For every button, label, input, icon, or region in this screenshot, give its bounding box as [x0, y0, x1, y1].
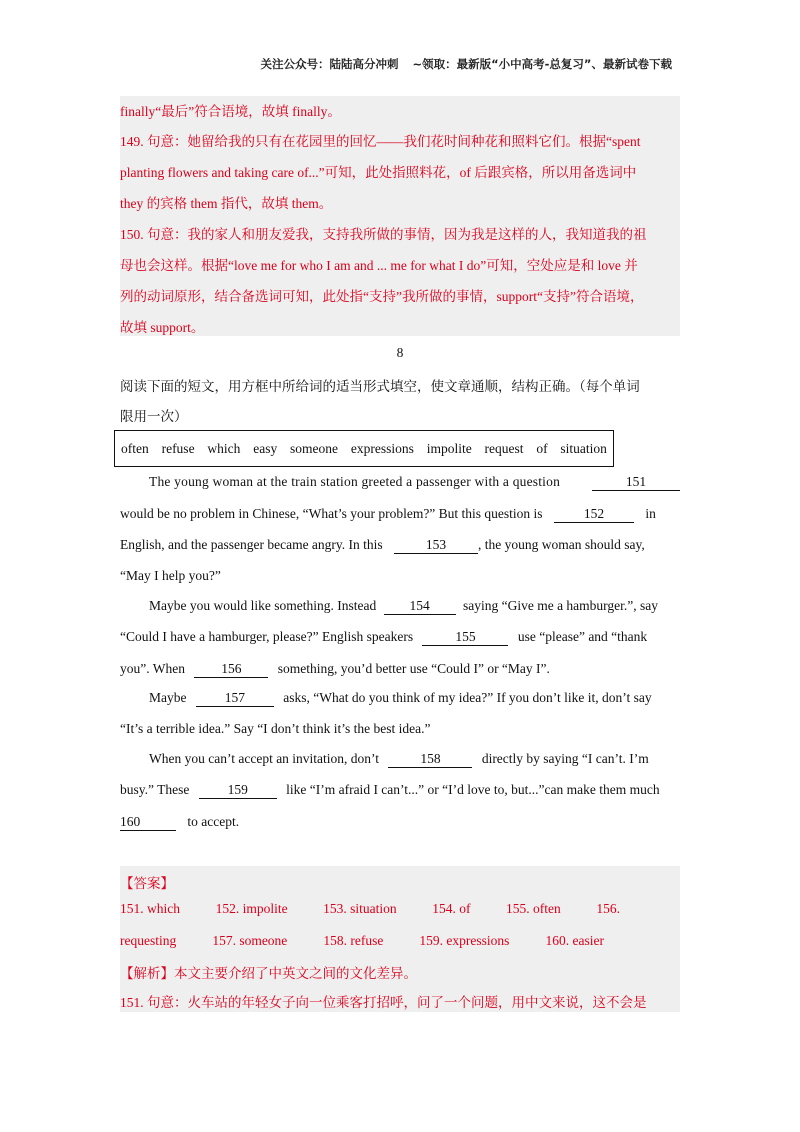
passage-text: in	[645, 506, 656, 521]
word-box-item: expressions	[350, 440, 414, 456]
answer-item: 154. of	[432, 901, 471, 916]
instruction-line: 限用一次）	[120, 409, 188, 424]
blank-156: 156	[194, 661, 268, 678]
answer-item: 151. which	[120, 901, 180, 916]
blank-158: 158	[388, 751, 472, 768]
passage-line	[120, 629, 680, 646]
word-box-item: refuse	[161, 440, 195, 456]
blank-155: 155	[422, 629, 508, 646]
answer-heading: 【答案】	[120, 876, 174, 891]
passage-text: something, you’d better use “Could I” or “May I”.	[277, 661, 550, 676]
answer-item: 159. expressions	[419, 933, 510, 948]
passage-text: would be no problem in Chinese, “What’s your problem?” But this question is	[120, 506, 543, 521]
answer-row	[120, 933, 604, 949]
passage-line: “May I help you?”	[120, 568, 221, 583]
answer-item: 158. refuse	[323, 933, 384, 948]
word-box-item: which	[207, 440, 241, 456]
passage-line	[149, 474, 680, 491]
passage-line	[120, 506, 680, 523]
passage-text: saying “Give me a hamburger.”, say	[462, 598, 659, 613]
word-box-item: easy	[253, 440, 278, 456]
prev-explanation	[120, 96, 680, 336]
prev-line: 故填 support。	[120, 320, 205, 335]
passage-line: “It’s a terrible idea.” Say “I don’t think it’s the best idea.”	[120, 721, 431, 736]
prev-line: 150. 句意：我的家人和朋友爱我，支持我所做的事情，因为我是这样的人，我知道我的祖	[120, 227, 647, 242]
word-box-item: of	[536, 440, 548, 456]
blank-151: 151	[592, 474, 680, 491]
answer-row	[120, 901, 620, 917]
passage-text: Maybe you would like something. Instead	[149, 598, 377, 613]
prev-line: they 的宾格 them 指代，故填 them。	[120, 196, 333, 211]
analysis-line	[120, 962, 417, 982]
answer-item: 152. impolite	[215, 901, 288, 916]
passage-text: directly by saying “I can’t. I’m	[481, 751, 649, 766]
passage-text: you”. When	[120, 661, 185, 676]
analysis-151: 151. 句意：火车站的年轻女子向一位乘客打招呼，问了一个问题，用中文来说，这不会是	[120, 995, 647, 1010]
passage-text: busy.” These	[120, 782, 190, 797]
passage-text: asks, “What do you think of my idea?” If you don’t like it, don’t say	[283, 690, 652, 705]
blank-152: 152	[554, 506, 634, 523]
passage-text: like “I’m afraid I can’t...” or “I’d love to, but...”can make them much	[286, 782, 660, 797]
prev-line: 母也会这样。根据“love me for who I am and ... me for what I do”可知，空处应是和 love 并	[120, 258, 638, 273]
answer-item: requesting	[120, 933, 177, 948]
passage-text: “Could I have a hamburger, please?” English speakers	[120, 629, 414, 644]
answer-item: 157. someone	[212, 933, 288, 948]
analysis-text: 本文主要介绍了中英文之间的文化差异。	[174, 966, 417, 981]
answer-item: 160. easier	[545, 933, 604, 948]
answer-item: 155. often	[506, 901, 561, 916]
blank-159: 159	[199, 782, 277, 799]
word-box-item: situation	[560, 440, 607, 456]
passage-line	[120, 782, 680, 799]
passage-text: Maybe	[149, 690, 187, 705]
passage-line	[149, 751, 680, 768]
passage-text: use “please” and “thank	[517, 629, 648, 644]
header-promo: ~领取：最新版“小中高考-总复习”、最新试卷下载	[412, 57, 672, 71]
passage-text: The young woman at the train station greeted a passenger with a question	[149, 474, 561, 489]
passage-line	[149, 598, 680, 615]
blank-154: 154	[384, 598, 456, 615]
blank-157: 157	[196, 690, 274, 707]
passage-line	[120, 537, 680, 554]
word-box-item: someone	[290, 440, 339, 456]
instruction-line: 阅读下面的短文，用方框中所给词的适当形式填空，使文章通顺，结构正确。（每个单词	[120, 379, 640, 394]
word-box-item: impolite	[426, 440, 472, 456]
prev-line: 列的动词原形，结合备选词可知，此处指“支持”我所做的事情，support“支持”符合语境，	[120, 289, 644, 304]
passage-text: , the young woman should say,	[478, 537, 645, 552]
section-number: 8	[396, 345, 404, 360]
prev-line: planting flowers and taking care of...”可知，此处指照料花，of 后跟宾格，所以用备选词中	[120, 165, 637, 180]
prev-line: finally“最后”符合语境，故填 finally。	[120, 104, 341, 119]
analysis-label: 【解析】	[120, 966, 174, 981]
passage-line	[149, 690, 680, 707]
passage-text: When you can’t accept an invitation, don’t	[149, 751, 380, 766]
word-box-item: often	[121, 440, 149, 456]
page-header	[260, 56, 678, 72]
answer-section	[120, 866, 680, 1012]
answer-item: 156.	[596, 901, 620, 916]
passage-text: English, and the passenger became angry. In this	[120, 537, 383, 552]
blank-153: 153	[394, 537, 478, 554]
blank-160: 160	[120, 814, 176, 831]
passage-text: to accept.	[187, 814, 240, 829]
passage-line	[120, 814, 680, 831]
prev-line: 149. 句意：她留给我的只有在花园里的回忆——我们花时间种花和照料它们。根据“spent	[120, 134, 641, 149]
answer-item: 153. situation	[323, 901, 397, 916]
word-box	[114, 430, 614, 467]
header-account: 关注公众号：陆陆高分冲刺	[260, 57, 399, 71]
passage-line	[120, 661, 680, 678]
word-box-item: request	[484, 440, 524, 456]
